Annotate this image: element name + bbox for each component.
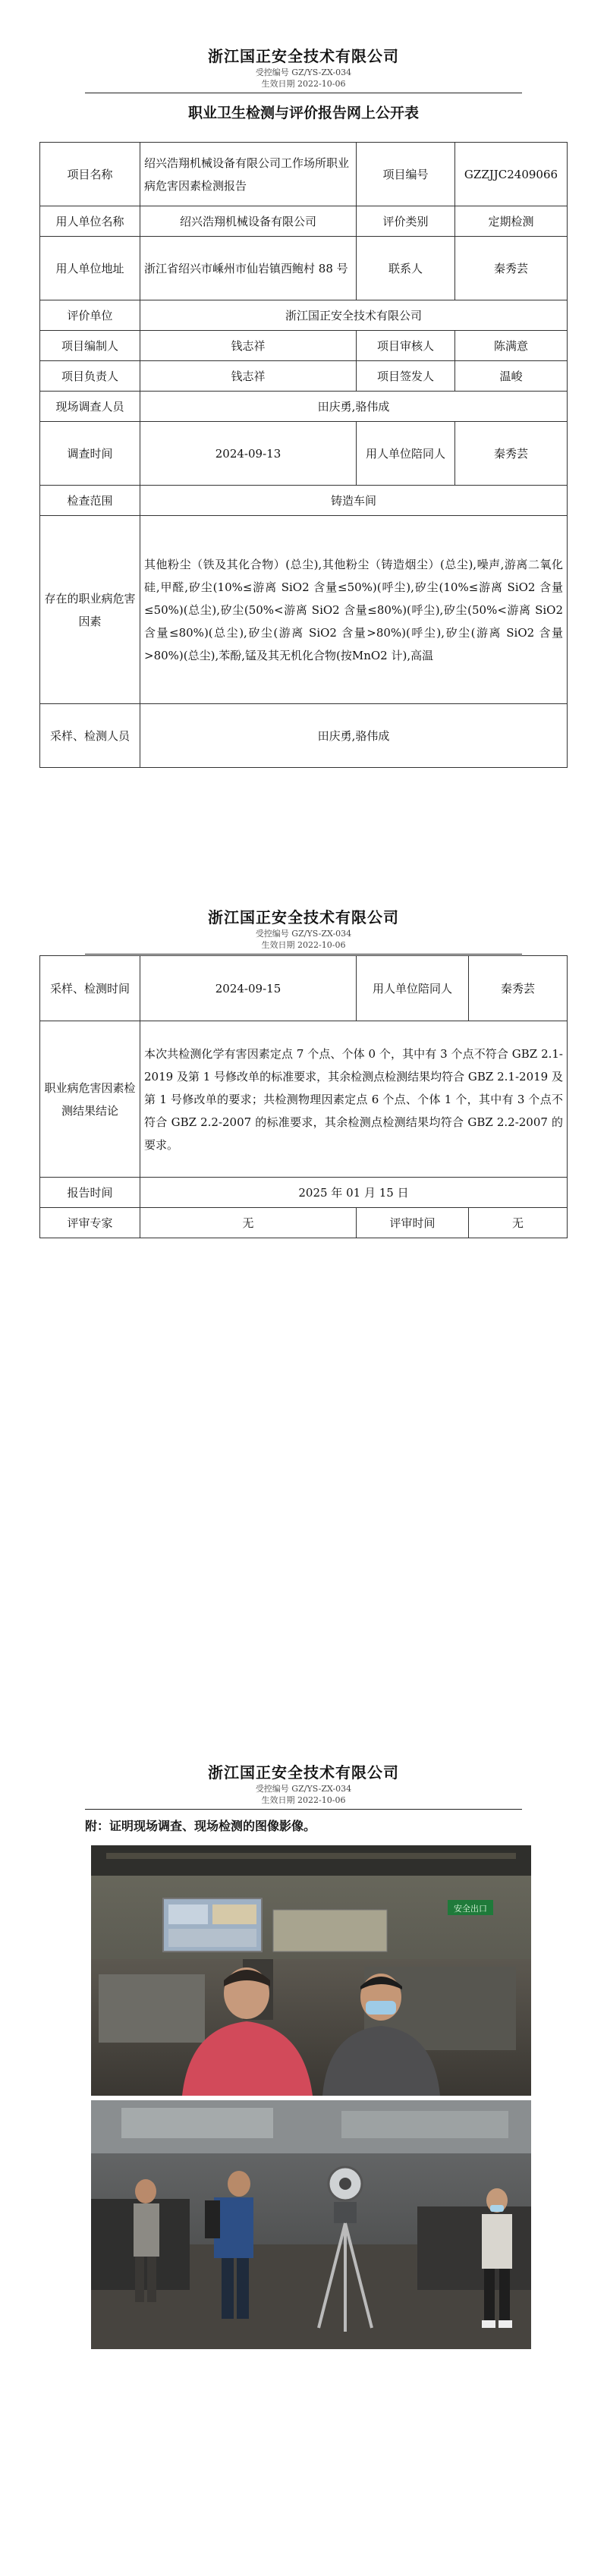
effective-date: 生效日期 2022-10-06 — [261, 1795, 346, 1805]
sample-time-label: 采样、检测时间 — [40, 956, 140, 1021]
evaluator-value: 浙江国正安全技术有限公司 — [140, 300, 568, 331]
header-rule-p2 — [85, 954, 522, 955]
document-title: 职业卫生检测与评价报告网上公开表 — [187, 105, 419, 121]
sample-time-value: 2024-09-15 — [140, 956, 357, 1021]
effective-date: 生效日期 2022-10-06 — [261, 79, 346, 89]
effective-date: 生效日期 2022-10-06 — [261, 940, 346, 950]
signer-label: 项目签发人 — [357, 361, 455, 392]
survey-escort-label: 用人单位陪同人 — [357, 422, 455, 486]
samplers-value: 田庆勇,骆伟成 — [140, 704, 568, 768]
review-time-value: 无 — [469, 1208, 568, 1238]
control-info — [0, 67, 607, 90]
company-name-header-p2 — [0, 905, 607, 927]
site-sampling-photo-image — [91, 2100, 531, 2349]
sample-escort-label: 用人单位陪同人 — [357, 956, 469, 1021]
samplers-label: 采样、检测人员 — [40, 704, 140, 768]
review-time-label: 评审时间 — [357, 1208, 469, 1238]
project-no-value: GZZJJC2409066 — [455, 143, 568, 206]
project-name-label: 项目名称 — [40, 143, 140, 206]
survey-time-label: 调查时间 — [40, 422, 140, 486]
leader-label: 项目负责人 — [40, 361, 140, 392]
company-name: 浙江国正安全技术有限公司 — [208, 908, 399, 926]
header-rule-p3 — [85, 1809, 522, 1810]
experts-value: 无 — [140, 1208, 357, 1238]
leader-value: 钱志祥 — [140, 361, 357, 392]
report-time-value: 2025 年 01 月 15 日 — [140, 1178, 568, 1208]
company-name-header — [0, 44, 607, 66]
evaluator-label: 评价单位 — [40, 300, 140, 331]
conclusion-value: 本次共检测化学有害因素定点 7 个点、个体 0 个，其中有 3 个点不符合 GBZ 2.1-2019 及第 1 号修改单的标准要求，其余检测点检测结果均符合 GBZ 2.1-2019 及第 1 号修改单的要求；共检测物理因素定点 6 个点、个体 1 个，其中有 3 个点不符合 GBZ 2.2-2007 的标准要求，其余检测点检测结果均符合 GBZ 2.2-2007 的要求。 — [140, 1021, 568, 1178]
employer-label: 用人单位名称 — [40, 206, 140, 237]
site-sampling-photo — [91, 2100, 531, 2349]
project-no-label: 项目编号 — [357, 143, 455, 206]
contact-value: 秦秀芸 — [455, 237, 568, 300]
company-name-header-p3 — [0, 1760, 607, 1782]
compiler-label: 项目编制人 — [40, 331, 140, 361]
eval-type-value: 定期检测 — [455, 206, 568, 237]
investigators-label: 现场调查人员 — [40, 392, 140, 422]
scope-label: 检查范围 — [40, 486, 140, 516]
contact-label: 联系人 — [357, 237, 455, 300]
attachment-note: 附：证明现场调查、现场检测的图像影像。 — [85, 1819, 316, 1833]
scope-value: 铸造车间 — [140, 486, 568, 516]
auditor-value: 陈满意 — [455, 331, 568, 361]
survey-time-value: 2024-09-13 — [140, 422, 357, 486]
company-name: 浙江国正安全技术有限公司 — [208, 47, 399, 65]
auditor-label: 项目审核人 — [357, 331, 455, 361]
survey-escort-value: 秦秀芸 — [455, 422, 568, 486]
eval-type-label: 评价类别 — [357, 206, 455, 237]
project-name-value: 绍兴浩翔机械设备有限公司工作场所职业病危害因素检测报告 — [140, 143, 357, 206]
address-value: 浙江省绍兴市嵊州市仙岩镇西鲍村 88 号 — [140, 237, 357, 300]
investigators-value: 田庆勇,骆伟成 — [140, 392, 568, 422]
site-survey-photo-image — [91, 1845, 531, 2096]
report-time-label: 报告时间 — [40, 1178, 140, 1208]
signer-value: 温峻 — [455, 361, 568, 392]
conclusion-label: 职业病危害因素检测结果结论 — [40, 1021, 140, 1178]
compiler-value: 钱志祥 — [140, 331, 357, 361]
control-number: 受控编号 GZ/YS-ZX-034 — [255, 1784, 352, 1794]
employer-value: 绍兴浩翔机械设备有限公司 — [140, 206, 357, 237]
address-label: 用人单位地址 — [40, 237, 140, 300]
sample-escort-value: 秦秀芸 — [469, 956, 568, 1021]
info-table-page2 — [39, 955, 568, 1238]
control-info-p2 — [0, 928, 607, 951]
control-info-p3 — [0, 1783, 607, 1806]
exit-sign-text: 安全出口 — [454, 1904, 487, 1914]
info-table-page1 — [39, 142, 568, 768]
site-survey-photo — [91, 1845, 531, 2096]
hazards-value: 其他粉尘（铁及其化合物）(总尘),其他粉尘（铸造烟尘）(总尘),噪声,游离二氧化硅,甲醛,矽尘(10%≤游离 SiO2 含量≤50%)(呼尘),矽尘(10%≤游离 SiO2 含量≤50%)(总尘),矽尘(50%<游离 SiO2 含量≤80%)(呼尘),矽尘(50%<游离 SiO2 含量≤80%)(总尘),矽尘(游离 SiO2 含量>80%)(呼尘),矽尘(游离 SiO2 含量>80%)(总尘),苯酚,锰及其无机化合物(按MnO2 计),高温 — [140, 516, 568, 704]
hazards-label: 存在的职业病危害因素 — [40, 516, 140, 704]
experts-label: 评审专家 — [40, 1208, 140, 1238]
control-number: 受控编号 GZ/YS-ZX-034 — [255, 929, 352, 939]
company-name: 浙江国正安全技术有限公司 — [208, 1763, 399, 1782]
control-number: 受控编号 GZ/YS-ZX-034 — [255, 68, 352, 77]
